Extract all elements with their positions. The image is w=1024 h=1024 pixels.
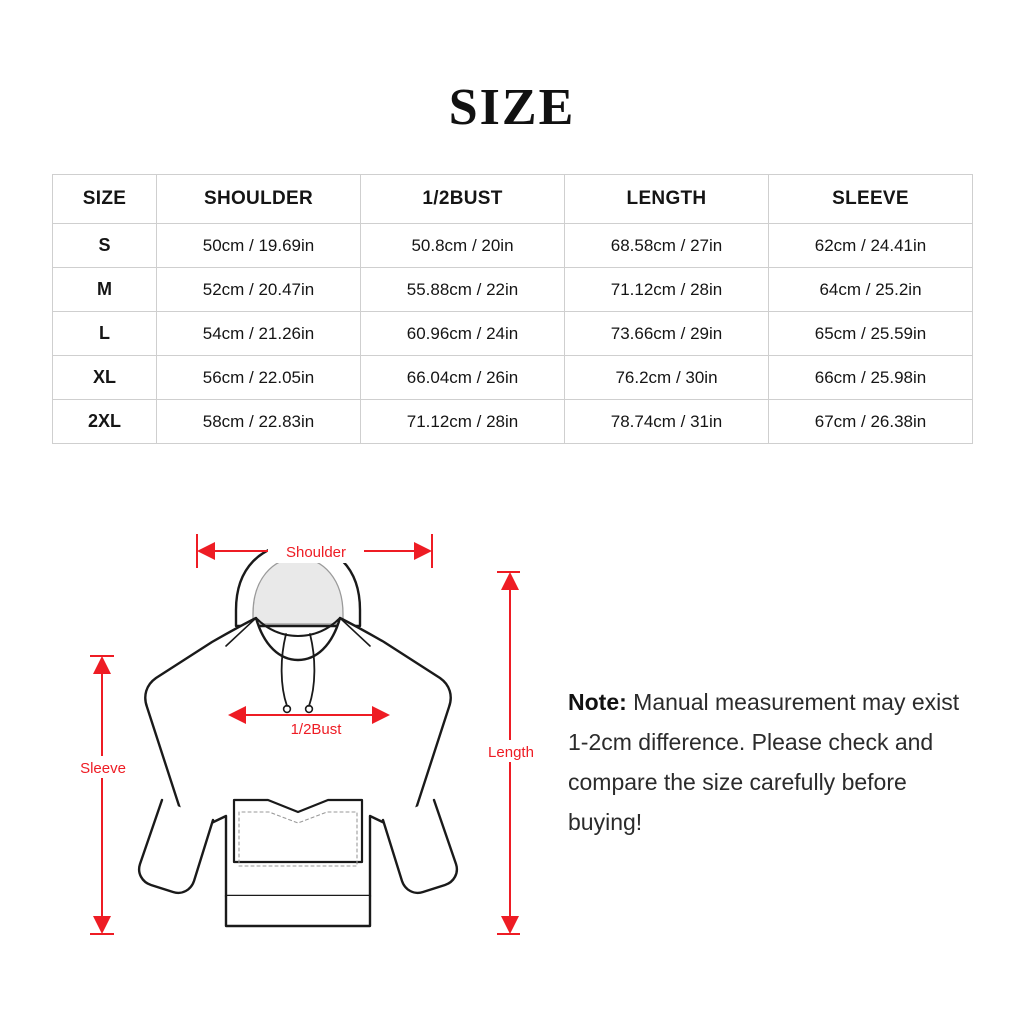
page-title: SIZE (448, 79, 576, 136)
cell-halfbust: 71.12cm / 28in (361, 400, 565, 444)
cell-size: S (53, 224, 157, 268)
cell-length: 68.58cm / 27in (565, 224, 769, 268)
cell-shoulder: 54cm / 21.26in (157, 312, 361, 356)
cell-sleeve: 66cm / 25.98in (769, 356, 973, 400)
column-header-halfbust: 1/2BUST (361, 175, 565, 224)
cell-sleeve: 62cm / 24.41in (769, 224, 973, 268)
cell-sleeve: 67cm / 26.38in (769, 400, 973, 444)
column-header-length: LENGTH (565, 175, 769, 224)
note-block (568, 682, 968, 842)
cell-size: M (53, 268, 157, 312)
cell-size: L (53, 312, 157, 356)
table-row (53, 268, 973, 312)
cell-length: 71.12cm / 28in (565, 268, 769, 312)
cell-sleeve: 64cm / 25.2in (769, 268, 973, 312)
sleeve-label: Sleeve (80, 760, 126, 777)
cell-length: 76.2cm / 30in (565, 356, 769, 400)
cell-length: 73.66cm / 29in (565, 312, 769, 356)
cell-shoulder: 58cm / 22.83in (157, 400, 361, 444)
halfbust-label: 1/2Bust (290, 721, 342, 738)
table-row (53, 356, 973, 400)
size-chart-table (52, 174, 973, 444)
sleeve-measure-line (90, 656, 114, 934)
cell-size: 2XL (53, 400, 157, 444)
cell-size: XL (53, 356, 157, 400)
cell-halfbust: 60.96cm / 24in (361, 312, 565, 356)
table-header-row (53, 175, 973, 224)
cell-shoulder: 56cm / 22.05in (157, 356, 361, 400)
table-row (53, 224, 973, 268)
cell-shoulder: 52cm / 20.47in (157, 268, 361, 312)
hoodie-measurement-diagram (40, 500, 560, 980)
shoulder-label: Shoulder (285, 544, 347, 561)
table-row (53, 312, 973, 356)
cell-sleeve: 65cm / 25.59in (769, 312, 973, 356)
note-label: Note: (568, 689, 627, 715)
cell-length: 78.74cm / 31in (565, 400, 769, 444)
cell-halfbust: 55.88cm / 22in (361, 268, 565, 312)
cell-halfbust: 66.04cm / 26in (361, 356, 565, 400)
column-header-sleeve: SLEEVE (769, 175, 973, 224)
column-header-shoulder: SHOULDER (157, 175, 361, 224)
note-text: Manual measurement may exist 1-2cm difference. Please check and compare the size carefully before buying! (568, 689, 960, 835)
table-row (53, 400, 973, 444)
column-header-size: SIZE (53, 175, 157, 224)
cell-halfbust: 50.8cm / 20in (361, 224, 565, 268)
length-label: Length (488, 744, 534, 761)
cell-shoulder: 50cm / 19.69in (157, 224, 361, 268)
